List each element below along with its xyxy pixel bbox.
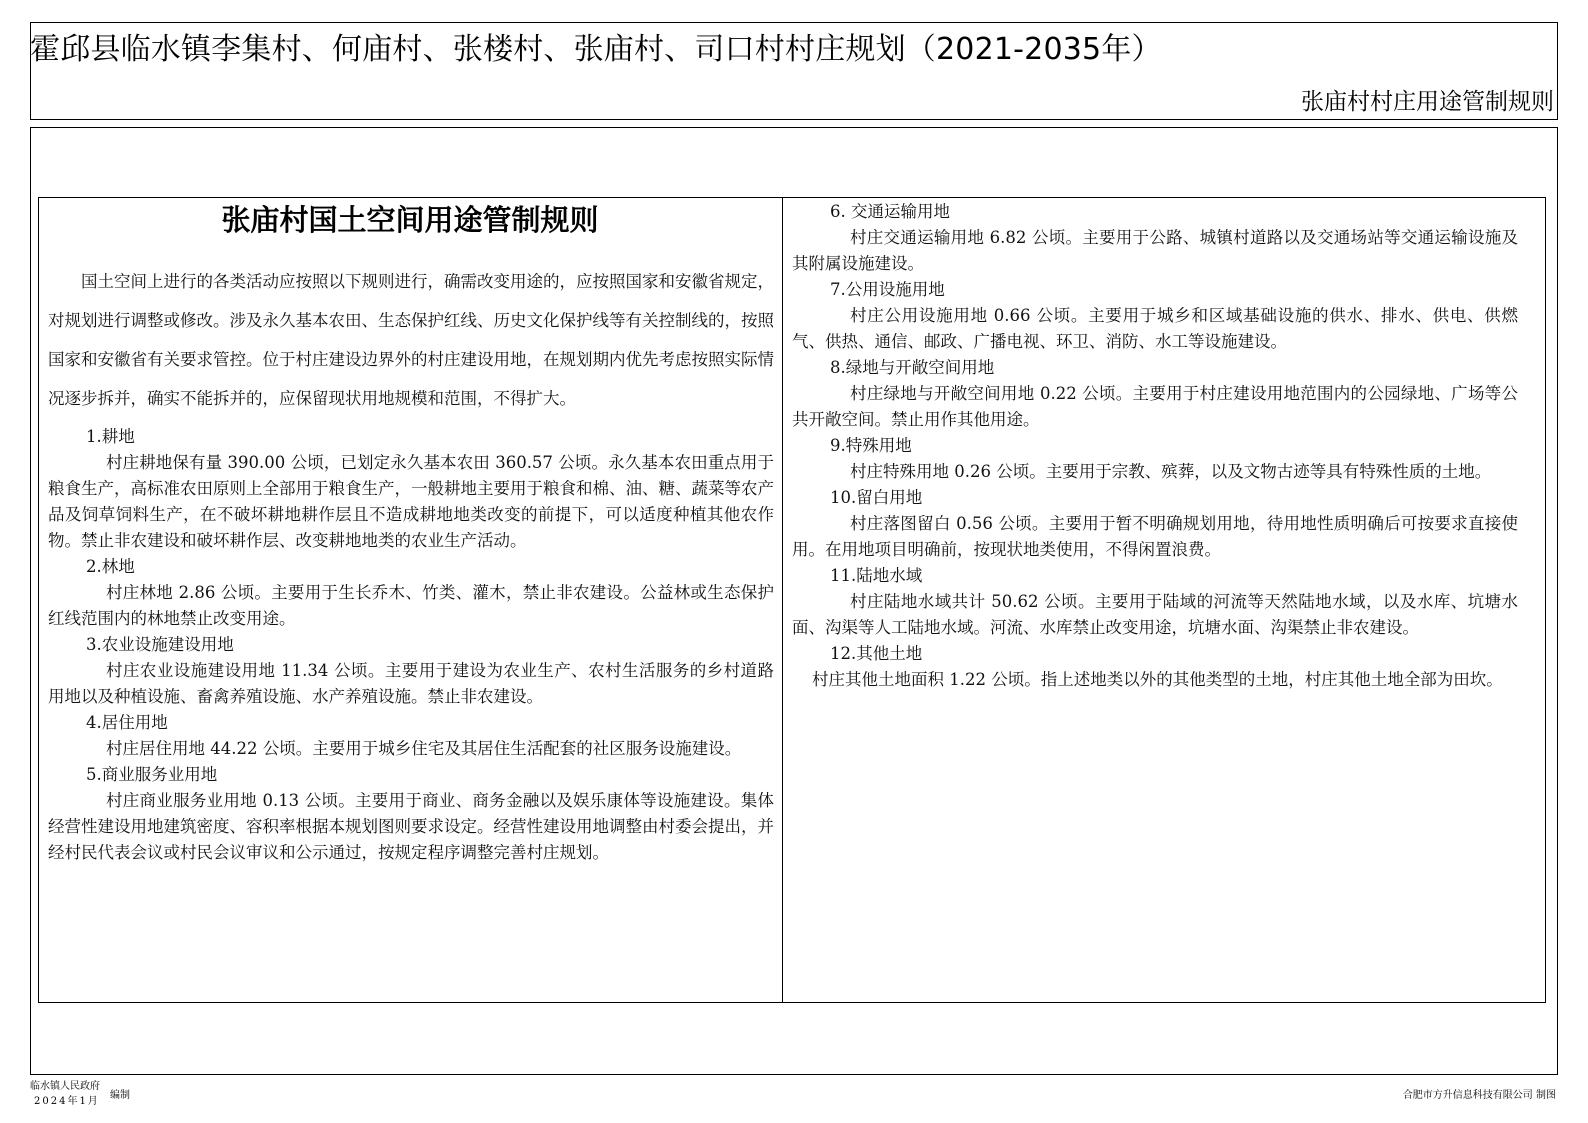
- column-divider: [782, 197, 783, 1003]
- rules-heading: 张庙村国土空间用途管制规则: [221, 203, 599, 237]
- section-body: 村庄商业服务业用地 0.13 公顷。主要用于商业、商务金融以及娱乐康体等设施建设。集体经营性建设用地建筑密度、容积率根据本规划图则要求设定。经营性建设用地调整由村委会提出，并经村民代表会议或村民会议审议和公示通过，按规定程序调整完善村庄规划。: [48, 791, 774, 862]
- rules-left-column: [48, 262, 774, 866]
- section-body: 村庄交通运输用地 6.82 公顷。主要用于公路、城镇村道路以及交通场站等交通运输设施及其附属设施建设。: [792, 228, 1518, 273]
- intro-paragraph: 国土空间上进行的各类活动应按照以下规则进行，确需改变用途的，应按照国家和安徽省规定，对规划进行调整或修改。涉及永久基本农田、生态保护红线、历史文化保护线等有关控制线的，按照国家和安徽省有关要求管控。位于村庄建设边界外的村庄建设用地，在规划期内优先考虑按照实际情况逐步拆并，确实不能拆并的，应保留现状用地规模和范围，不得扩大。: [48, 272, 774, 408]
- rules-right-column: [792, 199, 1518, 693]
- section-body: 村庄耕地保有量 390.00 公顷，已划定永久基本农田 360.57 公顷。永久基本农田重点用于粮食生产，高标准农田原则上全部用于粮食生产，一般耕地主要用于粮食和棉、油、糖、蔬菜等农产品及饲草饲料生产，在不破坏耕地耕作层且不造成耕地地类改变的前提下，可以适度种植其他农作物。禁止非农建设和破坏耕作层、改变耕地地类的农业生产活动。: [48, 453, 774, 550]
- section-body: 村庄公用设施用地 0.66 公顷。主要用于城乡和区域基础设施的供水、排水、供电、供燃气、供热、通信、邮政、广播电视、环卫、消防、水工等设施建设。: [792, 306, 1518, 351]
- section-heading: 7.公用设施用地: [830, 280, 945, 299]
- section-heading: 3.农业设施建设用地: [86, 635, 234, 654]
- footer-mapmaker: 合肥市方升信息科技有限公司 制图: [1402, 1090, 1556, 1101]
- section-body: 村庄特殊用地 0.26 公顷。主要用于宗教、殡葬，以及文物古迹等具有特殊性质的土地。: [850, 462, 1492, 481]
- sheet-subtitle: 张庙村村庄用途管制规则: [1301, 89, 1554, 115]
- plan-title: 霍邱县临水镇李集村、何庙村、张楼村、张庙村、司口村村庄规划（2021-2035年）: [30, 32, 1162, 67]
- section-body: 村庄林地 2.86 公顷。主要用于生长乔木、竹类、灌木，禁止非农建设。公益林或生态保护红线范围内的林地禁止改变用途。: [48, 583, 774, 628]
- section-heading: 9.特殊用地: [830, 436, 912, 455]
- footer-role: 编制: [110, 1090, 130, 1101]
- section-heading: 10.留白用地: [830, 488, 923, 507]
- section-heading: 5.商业服务业用地: [86, 765, 218, 784]
- section-body: 村庄农业设施建设用地 11.34 公顷。主要用于建设为农业生产、农村生活服务的乡村道路用地以及种植设施、畜禽养殖设施、水产养殖设施。禁止非农建设。: [48, 661, 774, 706]
- section-heading: 12.其他土地: [830, 644, 923, 663]
- section-heading: 1.耕地: [86, 427, 135, 446]
- section-heading: 8.绿地与开敞空间用地: [830, 358, 995, 377]
- section-heading: 6. 交通运输用地: [830, 202, 950, 221]
- section-heading: 4.居住用地: [86, 713, 168, 732]
- section-body: 村庄绿地与开敞空间用地 0.22 公顷。主要用于村庄建设用地范围内的公园绿地、广场等公共开敞空间。禁止用作其他用途。: [792, 384, 1518, 429]
- footer-date: 2024年1月: [34, 1096, 100, 1107]
- section-heading: 11.陆地水域: [830, 566, 923, 585]
- footer-org: 临水镇人民政府: [30, 1081, 100, 1092]
- section-heading: 2.林地: [86, 557, 135, 576]
- section-body: 村庄其他土地面积 1.22 公顷。指上述地类以外的其他类型的土地，村庄其他土地全部为田坎。: [812, 670, 1503, 689]
- section-body: 村庄陆地水域共计 50.62 公顷。主要用于陆域的河流等天然陆地水域，以及水库、坑塘水面、沟渠等人工陆地水域。河流、水库禁止改变用途，坑塘水面、沟渠禁止非农建设。: [792, 592, 1518, 637]
- section-body: 村庄落图留白 0.56 公顷。主要用于暂不明确规划用地，待用地性质明确后可按要求直接使用。在用地项目明确前，按现状地类使用，不得闲置浪费。: [792, 514, 1518, 559]
- section-body: 村庄居住用地 44.22 公顷。主要用于城乡住宅及其居住生活配套的社区服务设施建设。: [106, 739, 742, 758]
